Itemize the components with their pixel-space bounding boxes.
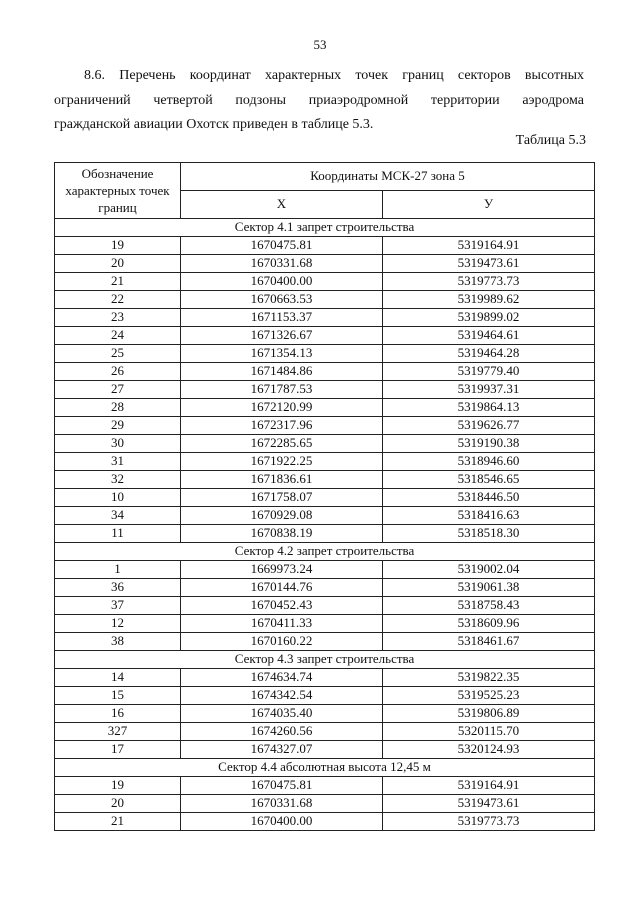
- x-cell: 1670331.68: [181, 795, 383, 813]
- table-body: [55, 219, 595, 831]
- y-cell: 5319164.91: [383, 237, 595, 255]
- point-cell: 30: [55, 435, 181, 453]
- section-row: [55, 219, 595, 237]
- point-cell: 25: [55, 345, 181, 363]
- point-cell: 21: [55, 273, 181, 291]
- section-row: [55, 543, 595, 561]
- header-y: У: [383, 191, 595, 219]
- x-cell: 1674327.07: [181, 741, 383, 759]
- table-row: [55, 615, 595, 633]
- point-cell: 29: [55, 417, 181, 435]
- point-cell: 34: [55, 507, 181, 525]
- x-cell: 1670838.19: [181, 525, 383, 543]
- table-row: [55, 291, 595, 309]
- x-cell: 1670929.08: [181, 507, 383, 525]
- y-cell: 5319464.28: [383, 345, 595, 363]
- point-cell: 15: [55, 687, 181, 705]
- point-cell: 38: [55, 633, 181, 651]
- x-cell: 1671326.67: [181, 327, 383, 345]
- table-row: [55, 525, 595, 543]
- x-cell: 1670475.81: [181, 237, 383, 255]
- point-cell: 20: [55, 795, 181, 813]
- x-cell: 1670475.81: [181, 777, 383, 795]
- table-row: [55, 705, 595, 723]
- table-row: [55, 813, 595, 831]
- x-cell: 1671758.07: [181, 489, 383, 507]
- section-row: [55, 651, 595, 669]
- x-cell: 1672285.65: [181, 435, 383, 453]
- table-row: [55, 687, 595, 705]
- x-cell: 1671922.25: [181, 453, 383, 471]
- table-row: [55, 777, 595, 795]
- y-cell: 5319061.38: [383, 579, 595, 597]
- table-row: [55, 453, 595, 471]
- table-row: [55, 507, 595, 525]
- y-cell: 5319525.23: [383, 687, 595, 705]
- x-cell: 1670400.00: [181, 273, 383, 291]
- point-cell: 10: [55, 489, 181, 507]
- y-cell: 5319190.38: [383, 435, 595, 453]
- table-row: [55, 309, 595, 327]
- y-cell: 5318609.96: [383, 615, 595, 633]
- y-cell: 5319626.77: [383, 417, 595, 435]
- y-cell: 5320124.93: [383, 741, 595, 759]
- point-cell: 22: [55, 291, 181, 309]
- y-cell: 5319164.91: [383, 777, 595, 795]
- table-row: [55, 561, 595, 579]
- point-cell: 23: [55, 309, 181, 327]
- point-cell: 36: [55, 579, 181, 597]
- y-cell: 5319864.13: [383, 399, 595, 417]
- x-cell: 1671787.53: [181, 381, 383, 399]
- page-number: 53: [313, 37, 327, 52]
- y-cell: 5319773.73: [383, 813, 595, 831]
- point-cell: 14: [55, 669, 181, 687]
- y-cell: 5319464.61: [383, 327, 595, 345]
- y-cell: 5319473.61: [383, 795, 595, 813]
- y-cell: 5319937.31: [383, 381, 595, 399]
- intro-paragraph: [54, 64, 584, 138]
- x-cell: 1670411.33: [181, 615, 383, 633]
- table-row: [55, 489, 595, 507]
- section-row: [55, 759, 595, 777]
- point-cell: 28: [55, 399, 181, 417]
- y-cell: 5319002.04: [383, 561, 595, 579]
- x-cell: 1674035.40: [181, 705, 383, 723]
- point-cell: 11: [55, 525, 181, 543]
- x-cell: 1670144.76: [181, 579, 383, 597]
- point-cell: 37: [55, 597, 181, 615]
- y-cell: 5318518.30: [383, 525, 595, 543]
- x-cell: 1671153.37: [181, 309, 383, 327]
- table-row: [55, 381, 595, 399]
- section-title: Сектор 4.4 абсолютная высота 12,45 м: [55, 759, 595, 777]
- point-cell: 27: [55, 381, 181, 399]
- point-cell: 327: [55, 723, 181, 741]
- x-cell: 1670331.68: [181, 255, 383, 273]
- table-row: [55, 363, 595, 381]
- table-row: [55, 435, 595, 453]
- table-row: [55, 399, 595, 417]
- y-cell: 5318416.63: [383, 507, 595, 525]
- y-cell: 5318758.43: [383, 597, 595, 615]
- table-row: [55, 273, 595, 291]
- y-cell: 5319822.35: [383, 669, 595, 687]
- y-cell: 5319806.89: [383, 705, 595, 723]
- y-cell: 5320115.70: [383, 723, 595, 741]
- x-cell: 1672120.99: [181, 399, 383, 417]
- point-cell: 21: [55, 813, 181, 831]
- table-row: [55, 669, 595, 687]
- table-row: [55, 327, 595, 345]
- table-row: [55, 579, 595, 597]
- intro-line: гражданской авиации Охотск приведен в таблице 5.3.: [54, 117, 374, 132]
- header-point-name: Обозначение характерных точек границ: [55, 163, 181, 219]
- intro-line: ограничений четвертой подзоны приаэродромной территории аэродрома: [54, 92, 584, 108]
- section-title: Сектор 4.3 запрет строительства: [55, 651, 595, 669]
- point-cell: 12: [55, 615, 181, 633]
- y-cell: 5318461.67: [383, 633, 595, 651]
- x-cell: 1674260.56: [181, 723, 383, 741]
- x-cell: 1671354.13: [181, 345, 383, 363]
- x-cell: 1671836.61: [181, 471, 383, 489]
- point-cell: 19: [55, 237, 181, 255]
- table-row: [55, 237, 595, 255]
- section-title: Сектор 4.1 запрет строительства: [55, 219, 595, 237]
- table-row: [55, 345, 595, 363]
- y-cell: 5318946.60: [383, 453, 595, 471]
- table-row: [55, 417, 595, 435]
- table-row: [55, 795, 595, 813]
- point-cell: 17: [55, 741, 181, 759]
- intro-line: 8.6. Перечень координат характерных точек границ секторов высотных: [84, 68, 584, 83]
- point-cell: 16: [55, 705, 181, 723]
- x-cell: 1671484.86: [181, 363, 383, 381]
- x-cell: 1669973.24: [181, 561, 383, 579]
- point-cell: 20: [55, 255, 181, 273]
- table-row: [55, 471, 595, 489]
- point-cell: 1: [55, 561, 181, 579]
- point-cell: 19: [55, 777, 181, 795]
- y-cell: 5319899.02: [383, 309, 595, 327]
- coordinates-table: [54, 162, 595, 831]
- x-cell: 1672317.96: [181, 417, 383, 435]
- table-row: [55, 597, 595, 615]
- point-cell: 32: [55, 471, 181, 489]
- table-row: [55, 723, 595, 741]
- y-cell: 5319773.73: [383, 273, 595, 291]
- x-cell: 1674634.74: [181, 669, 383, 687]
- table-caption: Таблица 5.3: [515, 133, 586, 148]
- point-cell: 31: [55, 453, 181, 471]
- y-cell: 5318446.50: [383, 489, 595, 507]
- section-title: Сектор 4.2 запрет строительства: [55, 543, 595, 561]
- table-row: [55, 741, 595, 759]
- x-cell: 1674342.54: [181, 687, 383, 705]
- y-cell: 5319989.62: [383, 291, 595, 309]
- point-cell: 26: [55, 363, 181, 381]
- x-cell: 1670160.22: [181, 633, 383, 651]
- header-coordinates: Координаты МСК-27 зона 5: [181, 163, 595, 191]
- point-cell: 24: [55, 327, 181, 345]
- header-x: X: [181, 191, 383, 219]
- table-row: [55, 255, 595, 273]
- x-cell: 1670663.53: [181, 291, 383, 309]
- y-cell: 5319779.40: [383, 363, 595, 381]
- x-cell: 1670452.43: [181, 597, 383, 615]
- y-cell: 5318546.65: [383, 471, 595, 489]
- table-row: [55, 633, 595, 651]
- y-cell: 5319473.61: [383, 255, 595, 273]
- x-cell: 1670400.00: [181, 813, 383, 831]
